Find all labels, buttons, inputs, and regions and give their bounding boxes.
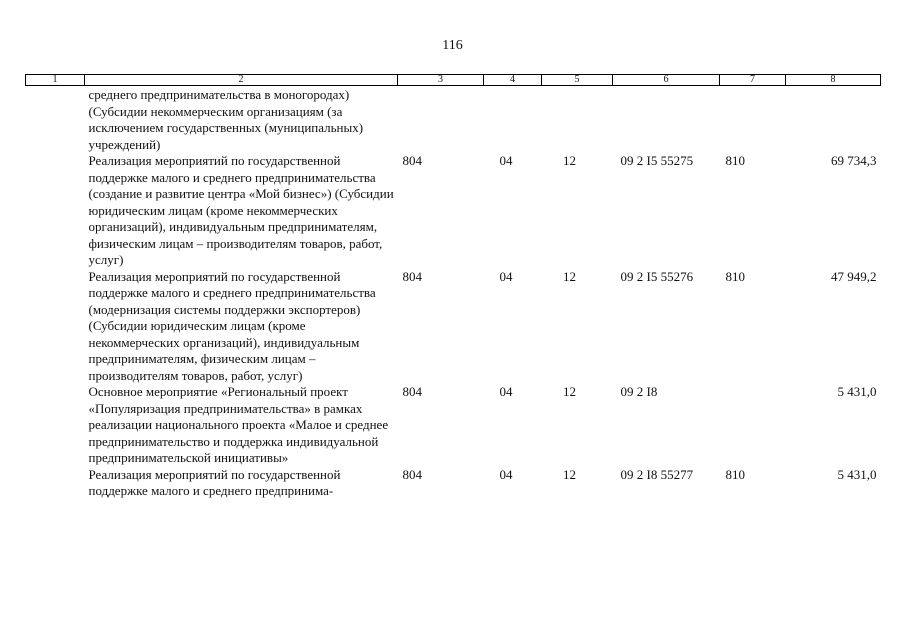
row-number-cell (26, 384, 85, 467)
section-code-cell: 04 (499, 268, 513, 284)
ministry-code-cell: 804 (402, 466, 422, 482)
ministry-code-cell: 804 (402, 153, 422, 168)
column-number-header: 6 (613, 75, 720, 86)
subsection-code-cell: 12 (563, 268, 576, 284)
subsection-code-cell: 12 (563, 384, 576, 399)
amount-cell: 47 949,2 (831, 268, 877, 284)
subsection-code-cell (542, 86, 613, 154)
amount-cell (786, 86, 881, 154)
expense-type-cell (720, 384, 786, 467)
table-row (26, 467, 881, 500)
column-number-header: 8 (786, 75, 881, 86)
amount-cell: 5 431,0 (837, 384, 877, 399)
row-number-cell (26, 153, 85, 269)
expense-name-cell: среднего предпринимательства в моногородах) (Субсидии некоммерческим организациям (за исключением государственных (муниципальных) учреждений) (88, 87, 364, 152)
table-row (26, 86, 881, 154)
expense-type-cell: 810 (725, 466, 745, 482)
table-row (26, 269, 881, 385)
page-number: 116 (442, 38, 463, 53)
subsection-code-cell: 12 (563, 466, 576, 482)
column-number-header: 3 (398, 75, 484, 86)
row-number-cell (26, 86, 85, 154)
amount-cell: 5 431,0 (837, 466, 877, 482)
amount-cell: 69 734,3 (831, 153, 877, 168)
expense-name-cell: Реализация мероприятий по государственной поддержке малого и среднего предпринимательства (модернизация системы поддержки экспортеров) (Субсидии юридическим лицам (кроме некоммерческих организаций), индивидуальным предпринимателям, физическим лицам – производителям товаров, работ, услуг) (88, 268, 376, 383)
row-number-cell (26, 467, 85, 500)
expense-name-cell: Основное мероприятие «Региональный проект «Популяризация предпринимательства» в рамках реализации национального проекта «Малое и среднее предпринимательство и поддержка индивидуальной предпринимательской инициативы» (88, 384, 389, 465)
budget-table (25, 74, 881, 500)
target-article-cell: 09 2 I5 55275 (620, 153, 694, 168)
column-number-row (26, 75, 881, 86)
target-article-cell: 09 2 I5 55276 (620, 268, 694, 284)
column-number-header: 4 (484, 75, 542, 86)
ministry-code-cell (398, 86, 484, 154)
subsection-code-cell: 12 (563, 153, 576, 168)
expense-name-cell: Реализация мероприятий по государственной поддержке малого и среднего предпринима- (88, 466, 341, 498)
expense-type-cell: 810 (725, 268, 745, 284)
expense-name-cell: Реализация мероприятий по государственной поддержке малого и среднего предпринимательства (создание и развитие центра «Мой бизнес») (Субсидии юридическим лицам (кроме некоммерческих организаций), индивидуальным предпринимателям, физическим лицам – производителям товаров, работ, услуг) (88, 153, 394, 267)
section-code-cell: 04 (499, 466, 513, 482)
target-article-cell (613, 86, 720, 154)
column-number-header: 7 (720, 75, 786, 86)
expense-type-cell (720, 86, 786, 154)
target-article-cell: 09 2 I8 55277 (620, 466, 694, 482)
ministry-code-cell: 804 (402, 268, 422, 284)
row-number-cell (26, 269, 85, 385)
section-code-cell: 04 (499, 384, 513, 399)
column-number-header: 5 (542, 75, 613, 86)
table-row (26, 384, 881, 467)
target-article-cell: 09 2 I8 (620, 384, 658, 399)
ministry-code-cell: 804 (402, 384, 422, 399)
table-row (26, 153, 881, 269)
column-number-header: 2 (85, 75, 398, 86)
section-code-cell (484, 86, 542, 154)
section-code-cell: 04 (499, 153, 513, 168)
column-number-header: 1 (26, 75, 85, 86)
expense-type-cell: 810 (725, 153, 745, 168)
